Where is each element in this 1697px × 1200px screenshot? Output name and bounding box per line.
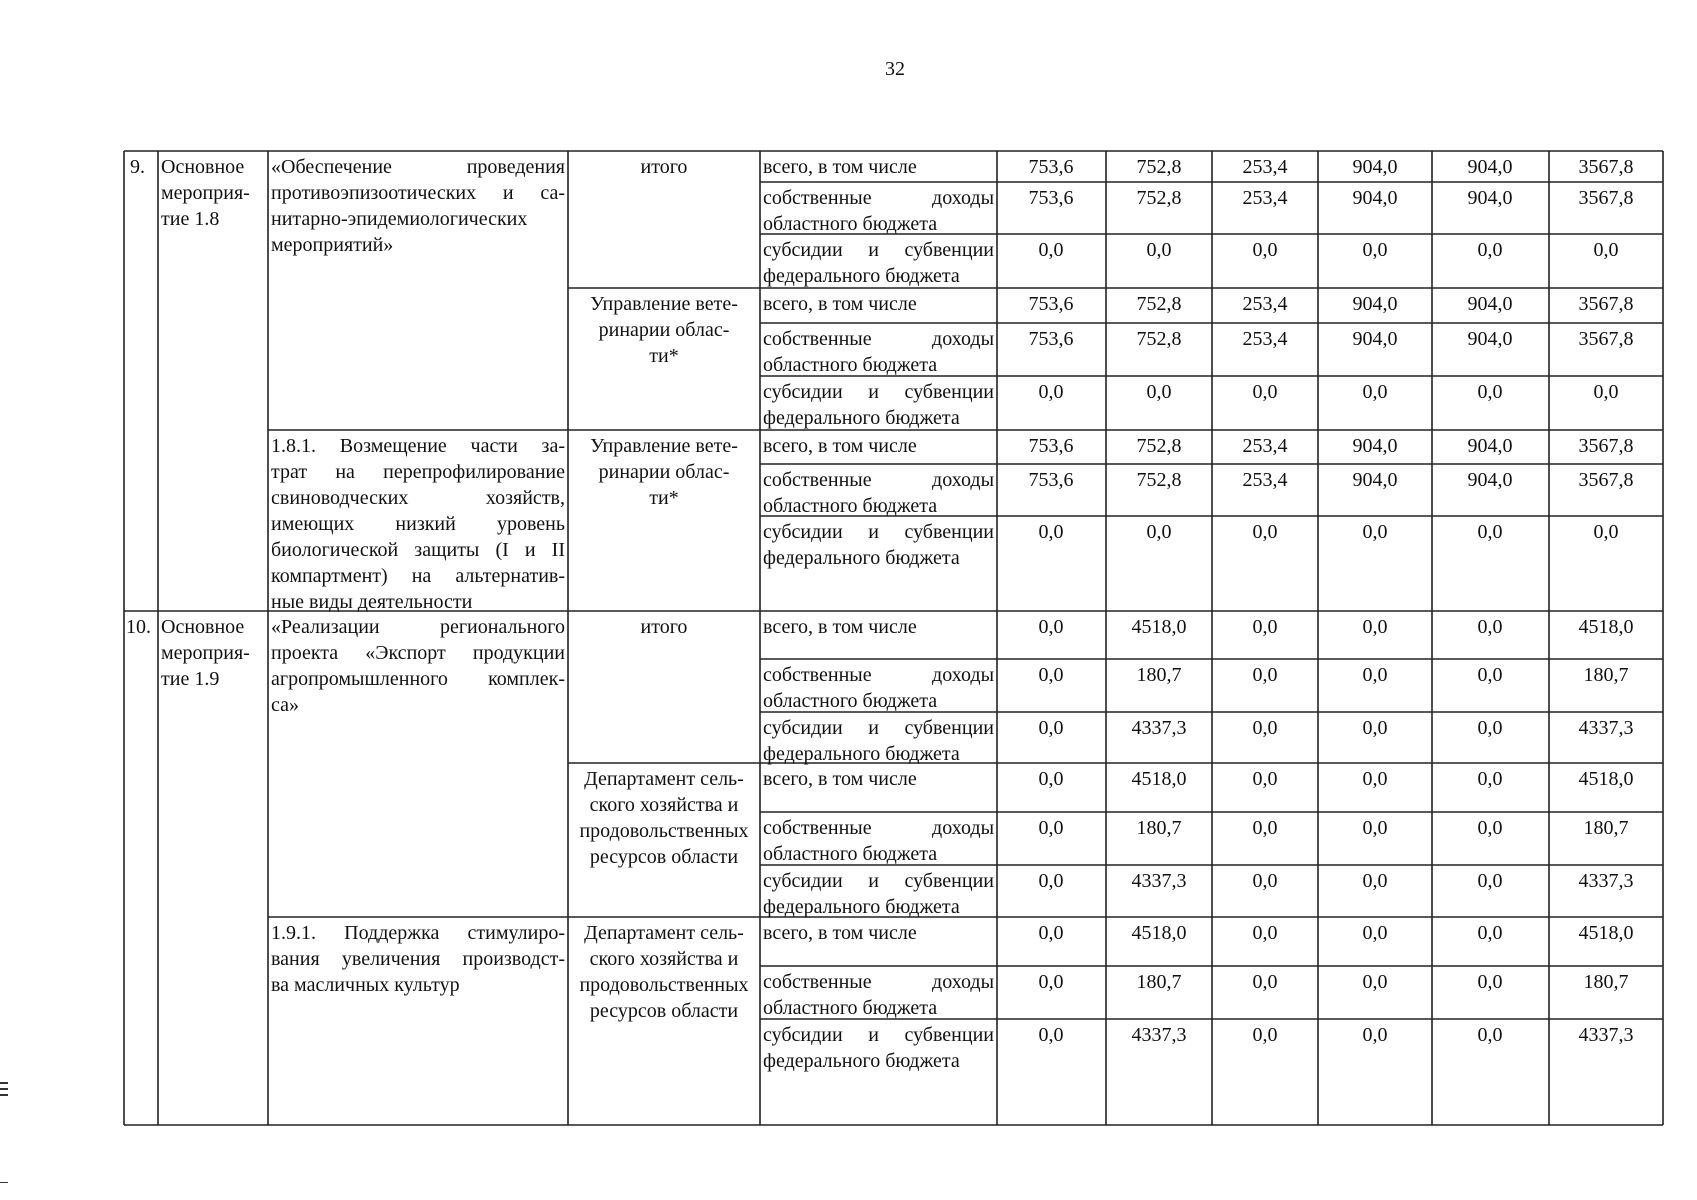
value-cell: 0,0 <box>1038 664 1064 686</box>
value-cell: 0,0 <box>1038 768 1064 790</box>
value-cell: 4337,3 <box>1578 717 1634 739</box>
value-cell: 4518,0 <box>1578 768 1634 790</box>
row10-sub-executor-line1: Департамент сель- <box>584 922 744 944</box>
row9-executor-total: итого <box>640 156 688 178</box>
value-cell: 3567,8 <box>1578 328 1634 350</box>
value-cell: 0,0 <box>1146 521 1172 543</box>
value-cell: 753,6 <box>1028 328 1074 350</box>
value-cell: 0,0 <box>1146 381 1172 403</box>
row9-executor-vet-line1: Управление вете- <box>590 293 738 315</box>
row10-name-line4: са» <box>271 694 299 716</box>
value-cell: 0,0 <box>1362 870 1388 892</box>
source-own-label-line1: собственные доходы <box>763 971 994 993</box>
row9-number: 9. <box>130 156 145 178</box>
row9-name-line1: «Обеспечение проведения <box>271 156 565 178</box>
value-cell: 180,7 <box>1136 817 1182 839</box>
value-cell: 180,7 <box>1583 971 1629 993</box>
source-fed-label-line2: федерального бюджета <box>763 1050 960 1072</box>
value-cell: 0,0 <box>1362 664 1388 686</box>
value-cell: 752,8 <box>1136 293 1182 315</box>
value-cell: 3567,8 <box>1578 156 1634 178</box>
value-cell: 0,0 <box>1362 521 1388 543</box>
value-cell: 752,8 <box>1136 328 1182 350</box>
value-cell: 0,0 <box>1477 922 1503 944</box>
row9-sub-line6: компартмент) на альтернатив- <box>271 565 565 587</box>
row10-sub-executor-line3: продовольственных <box>579 974 749 996</box>
value-cell: 180,7 <box>1136 971 1182 993</box>
row10-number: 10. <box>126 616 151 638</box>
value-cell: 0,0 <box>1252 1024 1278 1046</box>
row9-sub-line7: ные виды деятельности <box>271 591 473 613</box>
row10-type-line1: Основное <box>161 616 245 638</box>
scan-mark <box>0 1182 8 1183</box>
source-fed-label-line1: субсидии и субвенции <box>763 239 994 261</box>
row9-type-line1: Основное <box>161 156 245 178</box>
value-cell: 753,6 <box>1028 156 1074 178</box>
row10-sub-line3: ва масличных культур <box>271 974 460 996</box>
row10-type-line2: мероприя- <box>161 642 250 664</box>
value-cell: 0,0 <box>1252 239 1278 261</box>
value-cell: 0,0 <box>1252 521 1278 543</box>
value-cell: 904,0 <box>1467 469 1513 491</box>
value-cell: 752,8 <box>1136 469 1182 491</box>
source-own-label-line2: областного бюджета <box>763 997 938 1019</box>
value-cell: 753,6 <box>1028 293 1074 315</box>
source-own-label-line1: собственные доходы <box>763 469 994 491</box>
value-cell: 904,0 <box>1352 328 1398 350</box>
value-cell: 0,0 <box>1252 616 1278 638</box>
value-cell: 0,0 <box>1146 239 1172 261</box>
value-cell: 904,0 <box>1352 156 1398 178</box>
source-all-label: всего, в том числе <box>763 616 917 638</box>
value-cell: 0,0 <box>1038 971 1064 993</box>
value-cell: 904,0 <box>1352 293 1398 315</box>
row9-sub-line2: трат на перепрофилирование <box>271 461 565 483</box>
value-cell: 0,0 <box>1477 817 1503 839</box>
value-cell: 904,0 <box>1352 469 1398 491</box>
scan-mark <box>0 1088 8 1090</box>
source-all-label: всего, в том числе <box>763 156 917 178</box>
row9-sub-line4: имеющих низкий уровень <box>271 513 565 535</box>
value-cell: 0,0 <box>1038 717 1064 739</box>
value-cell: 0,0 <box>1362 239 1388 261</box>
value-cell: 0,0 <box>1477 381 1503 403</box>
value-cell: 3567,8 <box>1578 187 1634 209</box>
source-own-label-line1: собственные доходы <box>763 187 994 209</box>
row10-executor-dep-line4: ресурсов области <box>589 846 739 868</box>
value-cell: 0,0 <box>1477 870 1503 892</box>
source-own-label-line1: собственные доходы <box>763 664 994 686</box>
value-cell: 0,0 <box>1038 239 1064 261</box>
row10-sub-executor-line2: ского хозяйства и <box>589 948 739 970</box>
row10-name-line2: проекта «Экспорт продукции <box>271 642 565 664</box>
value-cell: 0,0 <box>1252 817 1278 839</box>
value-cell: 4518,0 <box>1578 922 1634 944</box>
value-cell: 3567,8 <box>1578 435 1634 457</box>
value-cell: 253,4 <box>1242 187 1288 209</box>
value-cell: 0,0 <box>1038 381 1064 403</box>
source-fed-label-line2: федерального бюджета <box>763 265 960 287</box>
value-cell: 180,7 <box>1583 664 1629 686</box>
value-cell: 4337,3 <box>1578 1024 1634 1046</box>
value-cell: 4337,3 <box>1131 1024 1187 1046</box>
value-cell: 0,0 <box>1252 768 1278 790</box>
source-all-label: всего, в том числе <box>763 768 917 790</box>
scan-mark <box>0 1082 8 1084</box>
value-cell: 0,0 <box>1477 971 1503 993</box>
row10-executor-total: итого <box>640 616 688 638</box>
value-cell: 904,0 <box>1352 187 1398 209</box>
row10-name-line3: агропромышленного комплек- <box>271 668 565 690</box>
value-cell: 0,0 <box>1252 870 1278 892</box>
source-own-label-line2: областного бюджета <box>763 843 938 865</box>
value-cell: 4337,3 <box>1131 717 1187 739</box>
value-cell: 4518,0 <box>1578 616 1634 638</box>
source-own-label-line2: областного бюджета <box>763 213 938 235</box>
row9-sub-line5: биологической защиты (I и II <box>271 539 565 561</box>
value-cell: 0,0 <box>1362 971 1388 993</box>
value-cell: 0,0 <box>1252 717 1278 739</box>
source-fed-label-line2: федерального бюджета <box>763 743 960 765</box>
value-cell: 0,0 <box>1038 1024 1064 1046</box>
value-cell: 0,0 <box>1477 1024 1503 1046</box>
value-cell: 752,8 <box>1136 156 1182 178</box>
row9-type-line3: тие 1.8 <box>161 208 220 230</box>
row9-executor-vet-line3: ти* <box>649 345 679 367</box>
value-cell: 253,4 <box>1242 328 1288 350</box>
row9-executor-vet-line2: ринарии облас- <box>598 319 730 341</box>
scan-mark <box>0 1094 8 1096</box>
value-cell: 0,0 <box>1252 922 1278 944</box>
value-cell: 4337,3 <box>1131 870 1187 892</box>
source-fed-label-line1: субсидии и субвенции <box>763 521 994 543</box>
value-cell: 0,0 <box>1362 817 1388 839</box>
value-cell: 904,0 <box>1467 156 1513 178</box>
value-cell: 0,0 <box>1362 768 1388 790</box>
value-cell: 0,0 <box>1362 381 1388 403</box>
value-cell: 753,6 <box>1028 469 1074 491</box>
row10-sub-line2: вания увеличения производст- <box>271 948 565 970</box>
value-cell: 0,0 <box>1038 870 1064 892</box>
page-number: 32 <box>885 58 905 80</box>
row9-sub-line3: свиноводческих хозяйств, <box>271 487 565 509</box>
row9-name-line4: мероприятий» <box>271 234 394 256</box>
row9-sub-line1: 1.8.1. Возмещение части за- <box>271 435 565 457</box>
value-cell: 752,8 <box>1136 187 1182 209</box>
row10-executor-dep-line1: Департамент сель- <box>584 768 744 790</box>
row9-name-line2: противоэпизоотических и са- <box>271 182 565 204</box>
value-cell: 4518,0 <box>1131 768 1187 790</box>
row9-sub-executor-line2: ринарии облас- <box>598 461 730 483</box>
value-cell: 0,0 <box>1038 817 1064 839</box>
value-cell: 0,0 <box>1477 768 1503 790</box>
value-cell: 180,7 <box>1583 817 1629 839</box>
source-all-label: всего, в том числе <box>763 293 917 315</box>
value-cell: 0,0 <box>1477 717 1503 739</box>
value-cell: 0,0 <box>1593 521 1619 543</box>
value-cell: 0,0 <box>1362 922 1388 944</box>
value-cell: 253,4 <box>1242 469 1288 491</box>
value-cell: 904,0 <box>1352 435 1398 457</box>
value-cell: 0,0 <box>1362 717 1388 739</box>
value-cell: 0,0 <box>1252 664 1278 686</box>
row9-sub-executor-line3: ти* <box>649 487 679 509</box>
row9-name-line3: нитарно-эпидемиологических <box>271 208 528 230</box>
value-cell: 253,4 <box>1242 293 1288 315</box>
value-cell: 904,0 <box>1467 328 1513 350</box>
value-cell: 253,4 <box>1242 435 1288 457</box>
value-cell: 0,0 <box>1252 971 1278 993</box>
value-cell: 904,0 <box>1467 293 1513 315</box>
source-own-label-line1: собственные доходы <box>763 817 994 839</box>
value-cell: 4518,0 <box>1131 616 1187 638</box>
value-cell: 4337,3 <box>1578 870 1634 892</box>
value-cell: 904,0 <box>1467 187 1513 209</box>
value-cell: 904,0 <box>1467 435 1513 457</box>
source-own-label-line2: областного бюджета <box>763 495 938 517</box>
value-cell: 0,0 <box>1038 616 1064 638</box>
row9-sub-executor-line1: Управление вете- <box>590 435 738 457</box>
value-cell: 753,6 <box>1028 187 1074 209</box>
source-own-label-line2: областного бюджета <box>763 690 938 712</box>
source-fed-label-line1: субсидии и субвенции <box>763 381 994 403</box>
value-cell: 752,8 <box>1136 435 1182 457</box>
row9-type-line2: мероприя- <box>161 182 250 204</box>
row10-executor-dep-line2: ского хозяйства и <box>589 794 739 816</box>
value-cell: 0,0 <box>1038 922 1064 944</box>
source-all-label: всего, в том числе <box>763 922 917 944</box>
value-cell: 0,0 <box>1252 381 1278 403</box>
row10-executor-dep-line3: продовольственных <box>579 820 749 842</box>
source-fed-label-line2: федерального бюджета <box>763 547 960 569</box>
row10-name-line1: «Реализации регионального <box>271 616 565 638</box>
value-cell: 4518,0 <box>1131 922 1187 944</box>
value-cell: 0,0 <box>1477 521 1503 543</box>
source-all-label: всего, в том числе <box>763 435 917 457</box>
source-fed-label-line1: субсидии и субвенции <box>763 1024 994 1046</box>
value-cell: 0,0 <box>1038 521 1064 543</box>
source-fed-label-line1: субсидии и субвенции <box>763 870 994 892</box>
value-cell: 180,7 <box>1136 664 1182 686</box>
value-cell: 753,6 <box>1028 435 1074 457</box>
row10-type-line3: тие 1.9 <box>161 668 220 690</box>
row10-sub-executor-line4: ресурсов области <box>589 1000 739 1022</box>
source-own-label-line2: областного бюджета <box>763 354 938 376</box>
row10-sub-line1: 1.9.1. Поддержка стимулиро- <box>271 922 565 944</box>
value-cell: 0,0 <box>1477 664 1503 686</box>
value-cell: 253,4 <box>1242 156 1288 178</box>
value-cell: 0,0 <box>1593 239 1619 261</box>
value-cell: 3567,8 <box>1578 293 1634 315</box>
value-cell: 3567,8 <box>1578 469 1634 491</box>
source-fed-label-line1: субсидии и субвенции <box>763 717 994 739</box>
value-cell: 0,0 <box>1593 381 1619 403</box>
value-cell: 0,0 <box>1362 1024 1388 1046</box>
value-cell: 0,0 <box>1477 616 1503 638</box>
source-fed-label-line2: федерального бюджета <box>763 896 960 918</box>
value-cell: 0,0 <box>1362 616 1388 638</box>
source-own-label-line1: собственные доходы <box>763 328 994 350</box>
source-fed-label-line2: федерального бюджета <box>763 407 960 429</box>
value-cell: 0,0 <box>1477 239 1503 261</box>
